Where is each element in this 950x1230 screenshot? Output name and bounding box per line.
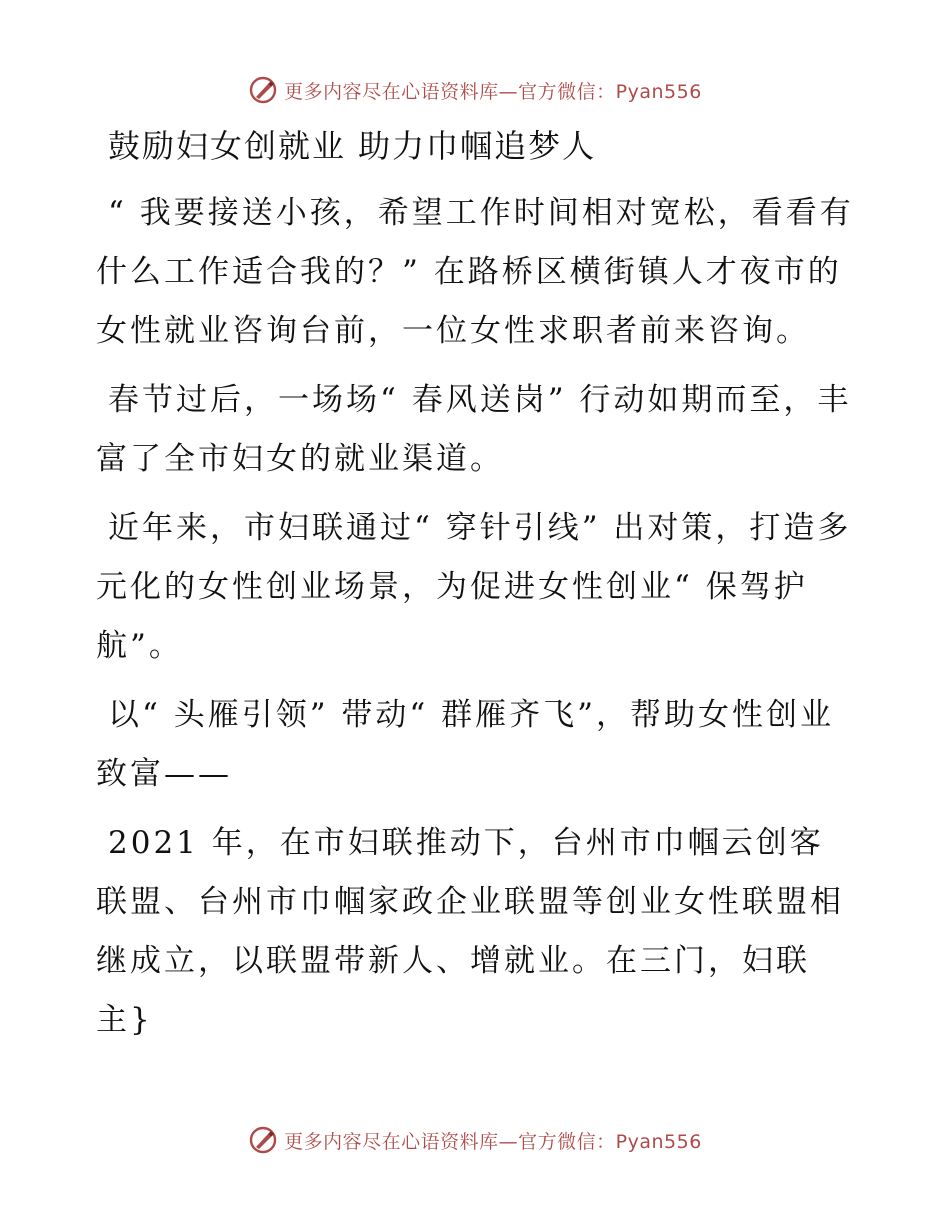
document-body bbox=[96, 118, 856, 1060]
footer-watermark bbox=[0, 1120, 950, 1160]
paragraph-5: 2021 年，在市妇联推动下，台州市巾帼云创客联盟、台州市巾帼家政企业联盟等创业女性联盟相继成立，以联盟带新人、增就业。在三门，妇联主} bbox=[96, 825, 844, 1038]
header-watermark bbox=[0, 70, 950, 110]
pen-circle-logo-icon bbox=[248, 1125, 278, 1155]
document-title: 鼓励妇女创就业 助力巾帼追梦人 bbox=[108, 127, 597, 165]
paragraph-2: 春节过后，一场场“ 春风送岗” 行动如期而至，丰富了全市妇女的就业渠道。 bbox=[96, 382, 852, 477]
pen-circle-logo-icon bbox=[248, 75, 278, 105]
paragraph-4: 以“ 头雁引领” 带动“ 群雁齐飞”，帮助女性创业致富—— bbox=[96, 697, 834, 792]
paragraph-3: 近年来，市妇联通过“ 穿针引线” 出对策，打造多元化的女性创业场景，为促进女性创业“ 保驾护航”。 bbox=[96, 510, 852, 664]
watermark-text: 更多内容尽在心语资料库—官方微信：Pyan556 bbox=[284, 1130, 702, 1153]
paragraph-1: “ 我要接送小孩，希望工作时间相对宽松，看看有什么工作适合我的？” 在路桥区横街镇人才夜市的女性就业咨询台前，一位女性求职者前来咨询。 bbox=[96, 195, 854, 349]
watermark-text: 更多内容尽在心语资料库—官方微信：Pyan556 bbox=[284, 80, 702, 103]
